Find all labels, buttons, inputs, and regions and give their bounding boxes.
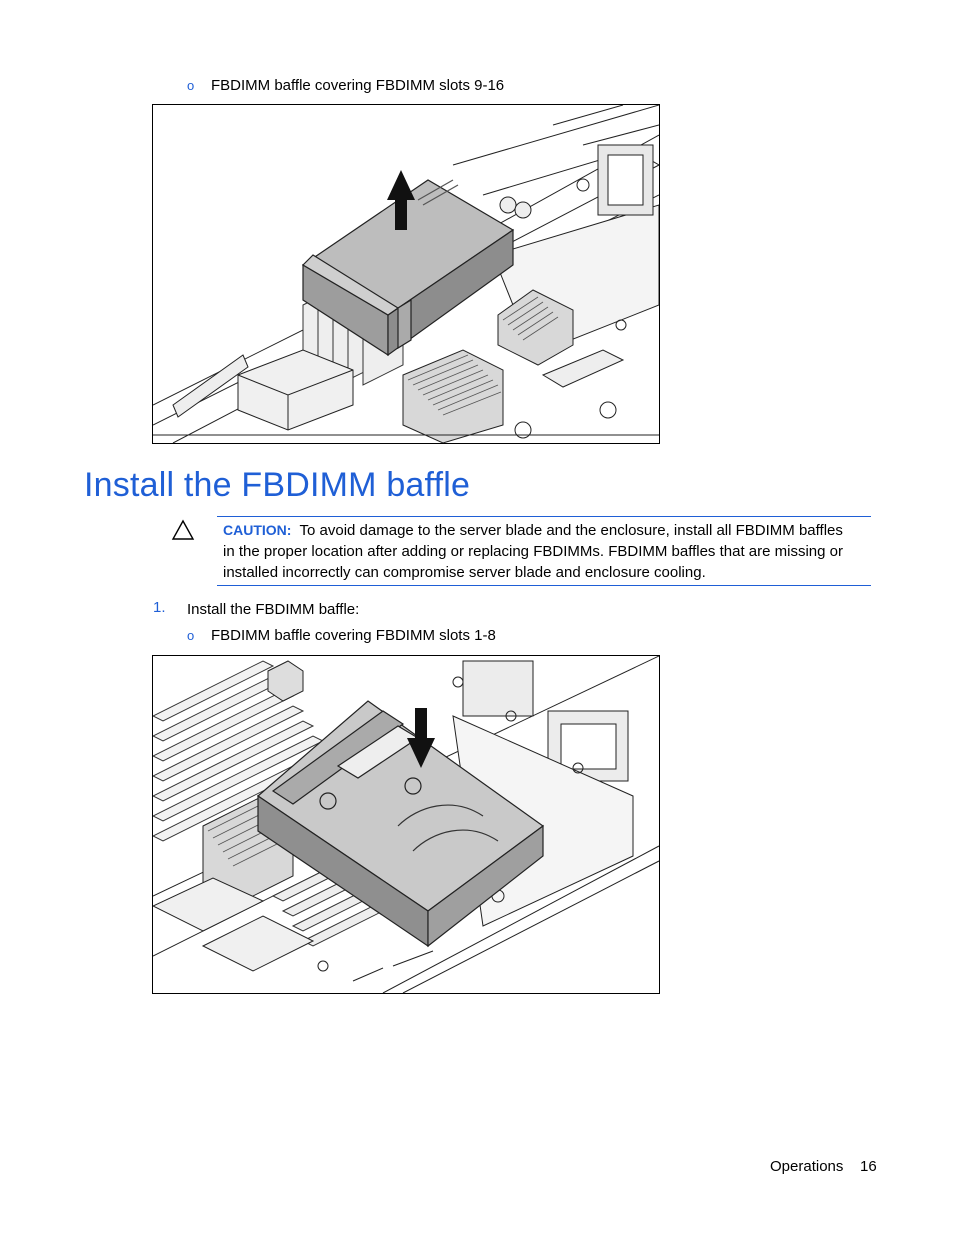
baffle-removal-drawing (153, 105, 659, 443)
caution-text (223, 520, 873, 583)
page-number: 16 (860, 1158, 877, 1175)
footer (770, 1158, 877, 1175)
figure-baffle-removal (152, 104, 660, 444)
caution-line-1: To avoid damage to the server blade and the enclosure, install all FBDIMM baffles (299, 522, 843, 539)
step-number: 1. (153, 599, 166, 616)
figure-baffle-install (152, 655, 660, 994)
list-bullet: o (187, 628, 195, 643)
caution-label: CAUTION: (223, 522, 292, 538)
caution-icon (171, 519, 195, 546)
list-bullet: o (187, 78, 195, 93)
list-item-slots-1-8: FBDIMM baffle covering FBDIMM slots 1-8 (211, 627, 496, 644)
caution-line-3: installed incorrectly can compromise server blade and enclosure cooling. (223, 564, 706, 581)
step-text: Install the FBDIMM baffle: (187, 601, 360, 618)
section-title: Install the FBDIMM baffle (84, 466, 471, 504)
footer-section: Operations (770, 1158, 844, 1175)
baffle-install-drawing (153, 656, 659, 993)
list-item-slots-9-16: FBDIMM baffle covering FBDIMM slots 9-16 (211, 77, 505, 94)
caution-line-2: in the proper location after adding or replacing FBDIMMs. FBDIMM baffles that are missing or (223, 543, 843, 560)
